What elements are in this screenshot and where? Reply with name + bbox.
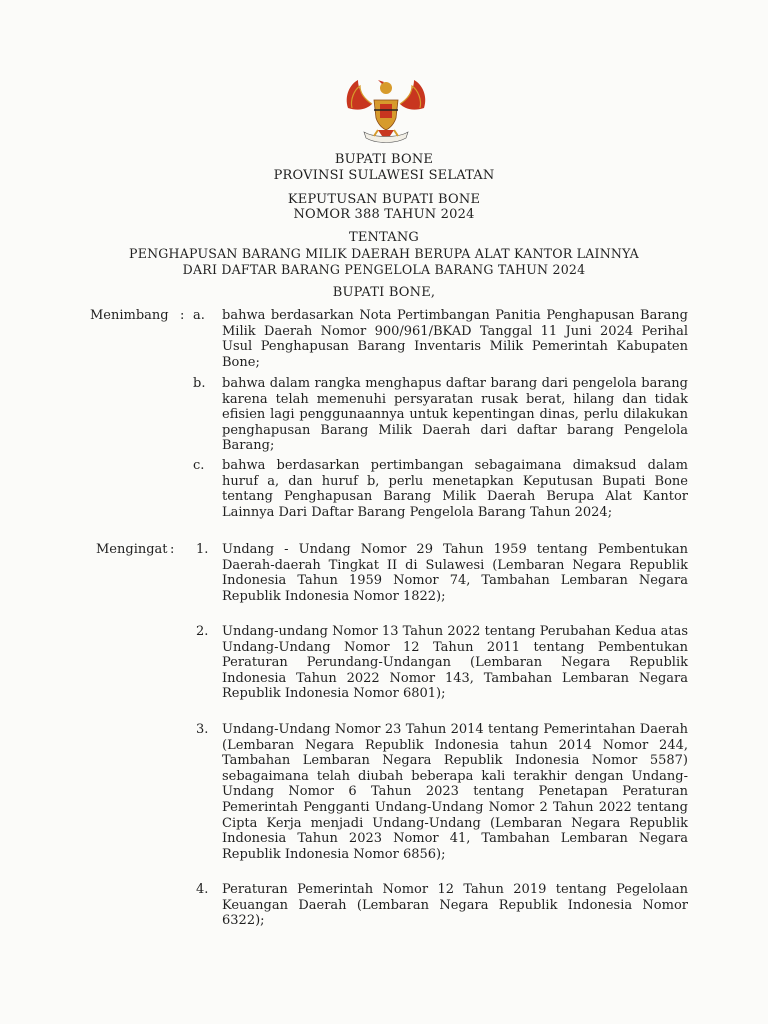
menimbang-item-c: bahwa berdasarkan pertimbangan sebagaimana dimaksud dalam huruf a, dan huruf b, perlu menetapkan Keputusan Bupati Bone tentang Penghapusan Barang Milik Daerah Berupa Alat Kantor Lainnya Dari Daftar Barang Pengelola Barang Tahun 2024; [222, 458, 688, 520]
menimbang-label: Menimbang [90, 308, 169, 323]
mengingat-item-4: Peraturan Pemerintah Nomor 12 Tahun 2019 tentang Pegelolaan Keuangan Daerah (Lembaran Negara Republik Indonesia Nomor 6322); [222, 882, 688, 929]
header-line-provinsi: PROVINSI SULAWESI SELATAN [273, 168, 495, 183]
menimbang-marker-c: c. [193, 458, 205, 473]
menimbang-item-b: bahwa dalam rangka menghapus daftar barang dari pengelola barang karena telah memenuhi persyaratan rusak berat, hilang dan tidak efisien lagi penggunaannya untuk kepentingan dinas, perlu dilakukan penghapusan Barang Milik Daerah dari daftar barang Pengelola Barang; [222, 376, 688, 454]
mengingat-marker-1: 1. [196, 542, 209, 557]
header-line-title-2: DARI DAFTAR BARANG PENGELOLA BARANG TAHUN 2024 [182, 262, 586, 277]
mengingat-marker-3: 3. [196, 722, 209, 737]
mengingat-item-2: Undang-undang Nomor 13 Tahun 2022 tentang Perubahan Kedua atas Undang-Undang Nomor 12 Tahun 2011 tentang Pembentukan Peraturan Perundang-Undangan (Lembaran Negara Republik Indonesia Tahun 2022 Nomor 143, Tambahan Lembaran Negara Republik Indonesia Nomor 6801); [222, 624, 688, 702]
mengingat-marker-2: 2. [196, 624, 209, 639]
menimbang-marker-a: a. [193, 308, 205, 323]
header-line-bupati-bone: BUPATI BONE, [332, 285, 436, 300]
mengingat-label: Mengingat [96, 542, 168, 557]
header-line-title-1: PENGHAPUSAN BARANG MILIK DAERAH BERUPA ALAT KANTOR LAINNYA [129, 246, 639, 261]
mengingat-colon: : [170, 542, 175, 557]
header-line-nomor: NOMOR 388 TAHUN 2024 [293, 207, 475, 222]
header-line-bupati: BUPATI BONE [334, 152, 434, 167]
mengingat-marker-4: 4. [196, 882, 209, 897]
mengingat-item-3: Undang-Undang Nomor 23 Tahun 2014 tentang Pemerintahan Daerah (Lembaran Negara Republik Indonesia tahun 2014 Nomor 244, Tambahan Lembaran Negara Republik Indonesia Nomor 5587) sebagaimana telah diubah beberapa kali terakhir dengan Undang-Undang Nomor 6 Tahun 2023 tentang Penetapan Peraturan Pemerintah Pengganti Undang-Undang Nomor 2 Tahun 2022 tentang Cipta Kerja menjadi Undang-Undang (Lembaran Negara Republik Indonesia Tahun 2023 Nomor 41, Tambahan Lembaran Negara Republik Indonesia Nomor 6856); [222, 722, 688, 862]
header-line-tentang: TENTANG [348, 230, 420, 245]
header-line-keputusan: KEPUTUSAN BUPATI BONE [287, 192, 481, 207]
mengingat-item-1: Undang - Undang Nomor 29 Tahun 1959 tentang Pembentukan Daerah-daerah Tingkat II di Sulawesi (Lembaran Negara Republik Indonesia Tahun 1959 Nomor 74, Tambahan Lembaran Negara Republik Indonesia Nomor 1822); [222, 542, 688, 604]
menimbang-item-a: bahwa berdasarkan Nota Pertimbangan Panitia Penghapusan Barang Milik Daerah Nomor 900/961/BKAD Tanggal 11 Juni 2024 Perihal Usul Penghapusan Barang Inventaris Milik Pemerintah Kabupaten Bone; [222, 308, 688, 370]
menimbang-marker-b: b. [193, 376, 206, 391]
menimbang-colon: : [180, 308, 185, 323]
garuda-emblem-icon [338, 74, 434, 146]
